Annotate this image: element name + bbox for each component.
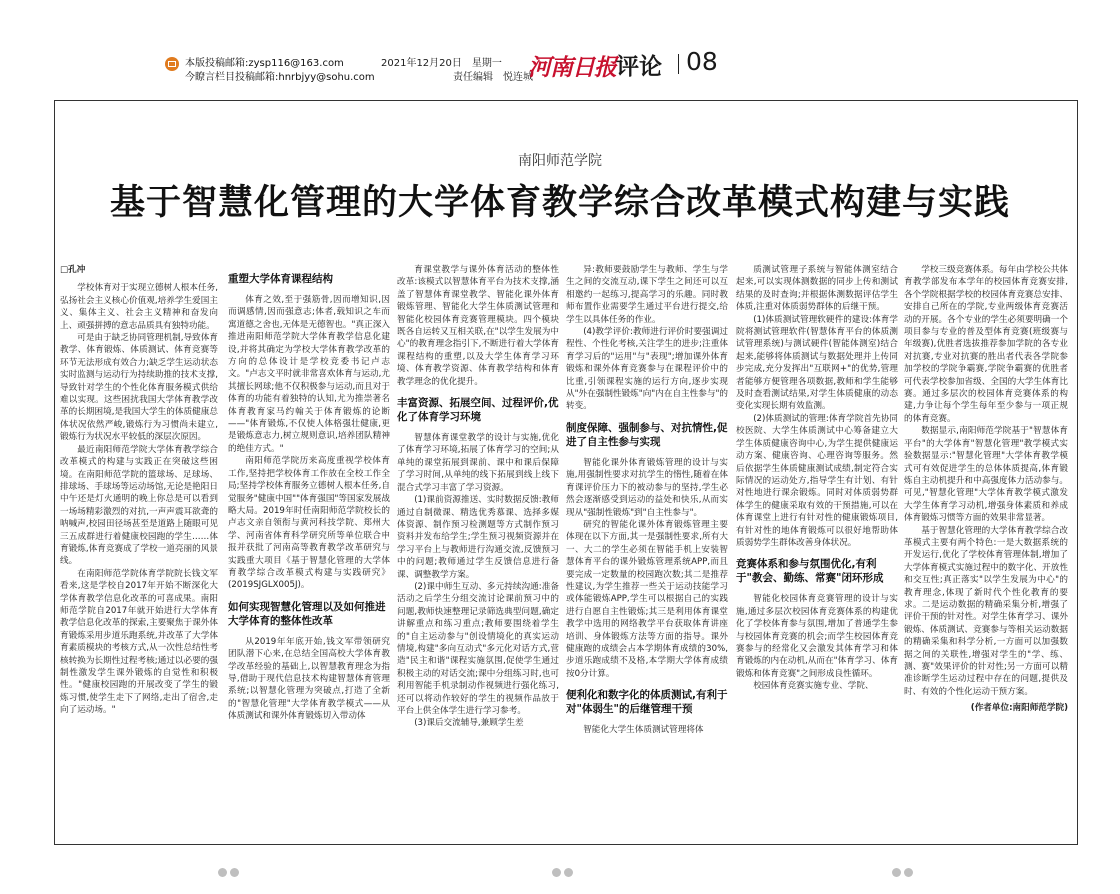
author-byline: □孔冲 — [60, 265, 86, 275]
article-kicker: 南阳师范学院 — [518, 153, 602, 169]
article-column-4 — [566, 264, 728, 836]
paragraph: 智能化校园体育竞赛管理的设计与实施,通过多层次校园体育竞赛体系的构建优化了学校体育参与氛围,增加了普通学生参与校园体育竞赛的机会;而学生校园体育竞赛参与的经常化又会激发其体育学习和体育锻炼的内在动机,从而在"体育学习、体育锻炼和体育竞赛"之间形成良性循环。 — [736, 594, 898, 679]
paragraph: (2)体质测试的管理:体育学院首先协同校医院、大学生体质测试中心筹备建立大学生体质健康咨询中心,为学生提供健康运动方案、健康咨询、心理咨询等服务。然后依据学生体质健康测试成绩,制定符合实际情况的运动处方,指导学生有计划、有针对性地进行课余锻炼。同时对体质弱势群体学生的健康采取有效的干预措施,可以在体育课堂上进行有针对性的健康锻炼项目,有针对性的地体育锻炼可以很好地帮助体质弱势学生群体改善身体状况。 — [736, 413, 898, 548]
paragraph: 从2019年年底开始,钱文军带领研究团队潜下心来,在总结全国高校大学体育教学改革经验的基础上,以智慧教育理念为指导,借助于现代信息技术构建智慧体育管理系统;以智慧化管理为突破点,打造了全新的"智慧化管理"大学体育教学模式——从体质测试和课外体育锻炼切入带动体 — [228, 636, 390, 722]
page-dots-decoration — [892, 862, 922, 872]
page-dots-decoration — [552, 862, 582, 872]
subheading: 制度保障、强制参与、对抗情性,促进了自主性参与实现 — [566, 421, 728, 448]
article-column-3 — [397, 264, 559, 836]
paragraph: 研究的智能化课外体育锻炼管理主要体现在以下方面,其一是强制性要求,所有大一、大二的学生必须在智能手机上安装智慧体育平台的课外锻炼管理系统APP,而且要完成一定数量的校园跑次数;其二是推荐性建议,为学生推荐一些关于运动技能学习或体能锻炼APP,学生可以根据自己的实践进行自愿自主性锻炼;其三是利用体育课堂教学中选用的网络教学平台获取体育讲座培训、身体锻炼方法等方面的指导。课外健康跑的成绩会占本学期体育成绩的30%,步道乐跑成绩不及格,本学期大学体育成绩按0分计算。 — [566, 519, 728, 679]
newspaper-logo: 河南日报 — [528, 54, 616, 81]
article-column-1 — [60, 264, 218, 836]
paragraph: (1)课前资源推送、实时数据反馈:教师通过自制微课、精选优秀慕课、选择多媒体资源、制作预习检测题等方式制作预习资料并发布给学生;学生预习视频资源并在学习平台上与教师进行沟通交流,反馈预习中的问题;教师通过学生反馈信息进行备课、调整教学方案。 — [397, 495, 559, 580]
author-affiliation: (作者单位:南阳师范学院) — [970, 703, 1068, 714]
article-column-6 — [904, 264, 1068, 836]
subheading: 竞赛体系和参与氛围优化,有利于"教会、勤练、常赛"闭环形成 — [736, 558, 884, 585]
section-name: 评论 — [616, 54, 662, 80]
paragraph: 质测试管理子系统与智能体测室结合起来,可以实现体测数据的同步上传和测试结果的及时查询;并根据体测数据评估学生体质,注重对体质弱势群体的后继干预。 — [736, 265, 898, 313]
paragraph: 校园体育竞赛实施专业、学院、 — [753, 681, 874, 692]
responsible-editor: 责任编辑 悦连城 — [453, 72, 533, 83]
subheading: 丰富资源、拓展空间、过程评价,优化了体育学习环境 — [397, 397, 559, 424]
paragraph: (2)课中师生互动、多元持续沟通:准备活动之后学生分组交流讨论课前预习中的问题,教师快速整理记录筛选典型问题,确定讲解重点和练习重点;教师要围绕着学生的"自主运动参与"创设情境化的真实运动情境,构建"多向互动式"多元化对话方式,营造"民主和谐"课程实施氛围,促使学生通过积极主动的对话交流;课中分组练习时,也可利用智能手机录制动作视频进行强化练习,还可以将动作较好的学生的视频作品放于平台上供全体学生进行学习参考。 — [397, 581, 559, 716]
paragraph: 学校体育对于实现立德树人根本任务,弘扬社会主义核心价值观,培养学生爱国主义、集体主义、社会主义精神和奋发向上、顽强拼搏的意志品质具有独特功能。 — [60, 283, 218, 331]
paragraph: 在南阳师范学院体育学院院长钱文军看来,这是学校自2017年开始不断深化大学体育教学信息化改革的可喜成果。南阳师范学院自2017年就开始进行大学体育教学信息化改革的探索,主要聚焦于课外体育锻炼采用步道乐跑系统,并改革了大学体育素质模块的考核方式,从一次性总结性考核转换为长期性过程考核;通过以必要的强制性激发学生课外锻炼的自觉性和积极性。"健康校园跑的开展改变了学生的锻炼习惯,使学生走下了网络,走出了宿舍,走向了运动场。" — [60, 568, 218, 716]
subheading: 重塑大学体育课程结构 — [228, 273, 333, 285]
paragraph: (1)体质测试管理软硬件的建设:体育学院将测试管理软件(智慧体育平台的体质测试管理系统)与测试硬件(智能体测室)结合起来,能够将体质测试与数据处理并上传同步完成,充分发挥出"互联网+"的优势,管理者能够方便管理各项数据,教师和学生能够及时查看测试结果,对学生体质健康的动态变化实现长期有效监测。 — [736, 314, 898, 412]
section-divider — [678, 54, 679, 74]
paragraph: 育课堂教学与课外体育活动的整体性改革:该模式以智慧体育平台为技术支撑,涵盖了智慧体育课堂教学、智能化课外体育锻炼管理、智能化大学生体质测试管理和智能化校园体育竞赛管理模块。四个模块既各自运转又互相关联,在"以学生发展为中心"的教育理念指引下,不断进行着大学体育课程结构的重塑,以及大学生体育学习环境、体育教学资源、体育教学结构和体育教学理念的优化提升。 — [397, 265, 559, 387]
paragraph: 最近南阳师范学院大学体育教学综合改革模式的构建与实践正在突破这些困境。在南阳师范学院的篮球场、足球场、排球场、手球场等运动场馆,无论是艳阳日中午还是灯火通明的晚上你总是可以看到一场场精彩激烈的对抗,一声声震耳欲聋的呐喊声,校园田径场甚至是道路上随眼可见三五成群进行着健康校园跑的学生……体育锻炼,体育竞赛成了学校一道亮丽的风景线。 — [60, 444, 218, 567]
paragraph: 学校三级竞赛体系。每年由学校公共体育教学部发布本学年的校园体育竞赛安排,各个学院根据学校的校园体育竞赛总安排、安排自己所在的学院,专业两级体育竞赛活动的开展。各个专业的学生必须要明确一个项目参与专业的普及型体育竞赛(班级赛与年级赛),优胜者选拔推荐参加学院的各专业对抗赛,专业对抗赛的胜出者代表各学院参加学校的学院争霸赛,学院争霸赛的优胜者可代表学校参加省级、全国的大学生体育比赛。通过多层次的校园体育竞赛体系的构建,力争让每个学生每年至少参与一项正规的体育竞赛。 — [904, 265, 1068, 424]
column-submission-email: 今瞭言栏目投稿邮箱:hnrbjyy@sohu.com — [185, 72, 375, 83]
paragraph: 南阳师范学院历来高度重视学校体育工作,坚持把学校体育工作放在全校工作全局;坚持学校体育服务立德树人根本任务,自觉服务"健康中国""体育强国"等国家发展战略大局。2019年时任南阳师范学院校长的卢志文亲自领衔与黄河科技学院、郑州大学、河南省体育科学研究所等单位联合申报并获批了河南高等教育教学改革研究与实践重大项目《基于智慧化管理的大学体育教学综合改革模式构建与实践研究》(2019SJGLX005J)。 — [228, 456, 390, 591]
paragraph: 可是由于缺乏协同管理机制,导致体育教学、体育锻炼、体质测试、体育竞赛等环节无法形成有效合力;缺乏学生运动状态实时监测与运动行为持续助推的技术支撑,导致针对学生的个性化体育服务模式供给难以实现。这些困扰我国大学体育教学改革的长期困境,是我国大学生的体质健康总体状况依然严峻,锻炼行为习惯尚未建立,锻炼行为状况水平较低的深层次原因。 — [60, 333, 218, 443]
masthead — [0, 0, 1120, 90]
paragraph: 智能化课外体育锻炼管理的设计与实施,用强制性要求对抗学生的惰性,随着在体育课评价压力下的被动参与的坚持,学生必然会逐渐感受到运动的益处和快乐,从而实现从"强制性锻炼"到"自主性参与"。 — [566, 457, 728, 518]
paragraph: 智能化大学生体质测试管理将体 — [583, 725, 704, 736]
subheading: 便利化和数字化的体质测试,有利于对"体弱生"的后继管理干预 — [566, 689, 728, 716]
article-column-5 — [736, 264, 898, 836]
subheading: 如何实现智慧化管理以及如何推进大学体育的整体性改革 — [228, 600, 386, 627]
article-column-2 — [228, 264, 390, 836]
page-dots-decoration — [218, 862, 248, 872]
paragraph: 异:教师要鼓励学生与教师、学生与学生之间的交流互动,课下学生之间还可以互相邀约一起练习,提高学习的乐趣。同时教师布置作业需要学生通过平台进行提交,给学生以具体任务的作业。 — [566, 265, 728, 325]
paragraph: 数据显示,南阳师范学院基于"智慧体育平台"的大学体育"智慧化管理"教学模式实验数据显示:"智慧化管理"大学体育教学模式可有效促进学生的总体体质提高,体育锻炼自主动机提升和中高强度体力活动参与。可见,"智慧化管理"大学体育教学模式激发大学生体育学习动机,增强身体素质和养成体育锻炼习惯等方面的效果非常显著。 — [904, 426, 1068, 524]
mail-icon — [165, 57, 179, 71]
submission-email: 本版投稿邮箱:zysp116@163.com — [185, 58, 344, 69]
paragraph: 体育之效,至于强筋骨,因而增知识,因而调感情,因而强意志;体者,载知识之车而寓道德之舍也,无体是无德智也。"真正深入推进南阳师范学院大学体育教学信息化建设,并将其确定为学校大学体育教学改革的方向的总体设计是学校竞委书记卢志文。"卢志文平时就非常喜欢体育与运动,尤其擅长网球;他不仅积极参与运动,而且对于体育的功能有着独特的认知,尤为推崇著名体育教育家马约翰关于体育锻炼的论断——"体育锻炼,不仅使人体格强壮健康,更是锻炼意志力,树立规则意识,培养团队精神的绝佳方式。" — [228, 295, 390, 454]
paragraph: 基于智慧化管理的大学体育教学综合改革模式主要有两个特色:一是大数据系统的开发运行,优化了学校体育管理体制,增加了大学体育模式实施过程中的数字化、开放性和交互性;真正落实"以学生发展为中心"的教育理念,体现了新时代个性化教育的要求。二是运动数据的精确采集分析,增强了评价干预的针对性。对学生体育学习、课外锻炼、体质测试、竞赛参与等相关运动数据的精确采集和科学分析,一方面可以加强数据之间的关联性,增强对学生的"学、练、测、赛"效果评价的针对性;另一方面可以精准诊断学生运动过程中存在的问题,提供及时、有效的个性化运动干预方案。 — [904, 525, 1068, 697]
paragraph: (3)课后交流辅导,兼顾学生差 — [414, 718, 524, 729]
issue-date: 2021年12月20日 星期一 — [381, 58, 502, 69]
paragraph: (4)教学评价:教师进行评价时要强调过程性、个性化考核,关注学生的进步;注重体育学习后的"运用"与"表现";增加课外体育锻炼和课外体育竞赛参与在课程评价中的比重,引领课程实施的运行方向,逐步实现从"外在强制性锻炼"向"内在自主性参与"的转变。 — [566, 327, 728, 412]
paragraph: 智慧体育课堂教学的设计与实施,优化了体育学习环境,拓展了体育学习的空间;从单纯的课堂拓展到课前、课中和课后保障了学习时间,从单纯的线下拓展到线上线下混合式学习丰富了学习资源。 — [397, 433, 559, 493]
page-number: 08 — [686, 47, 718, 76]
article-headline: 基于智慧化管理的大学体育教学综合改革模式构建与实践 — [109, 182, 1010, 223]
